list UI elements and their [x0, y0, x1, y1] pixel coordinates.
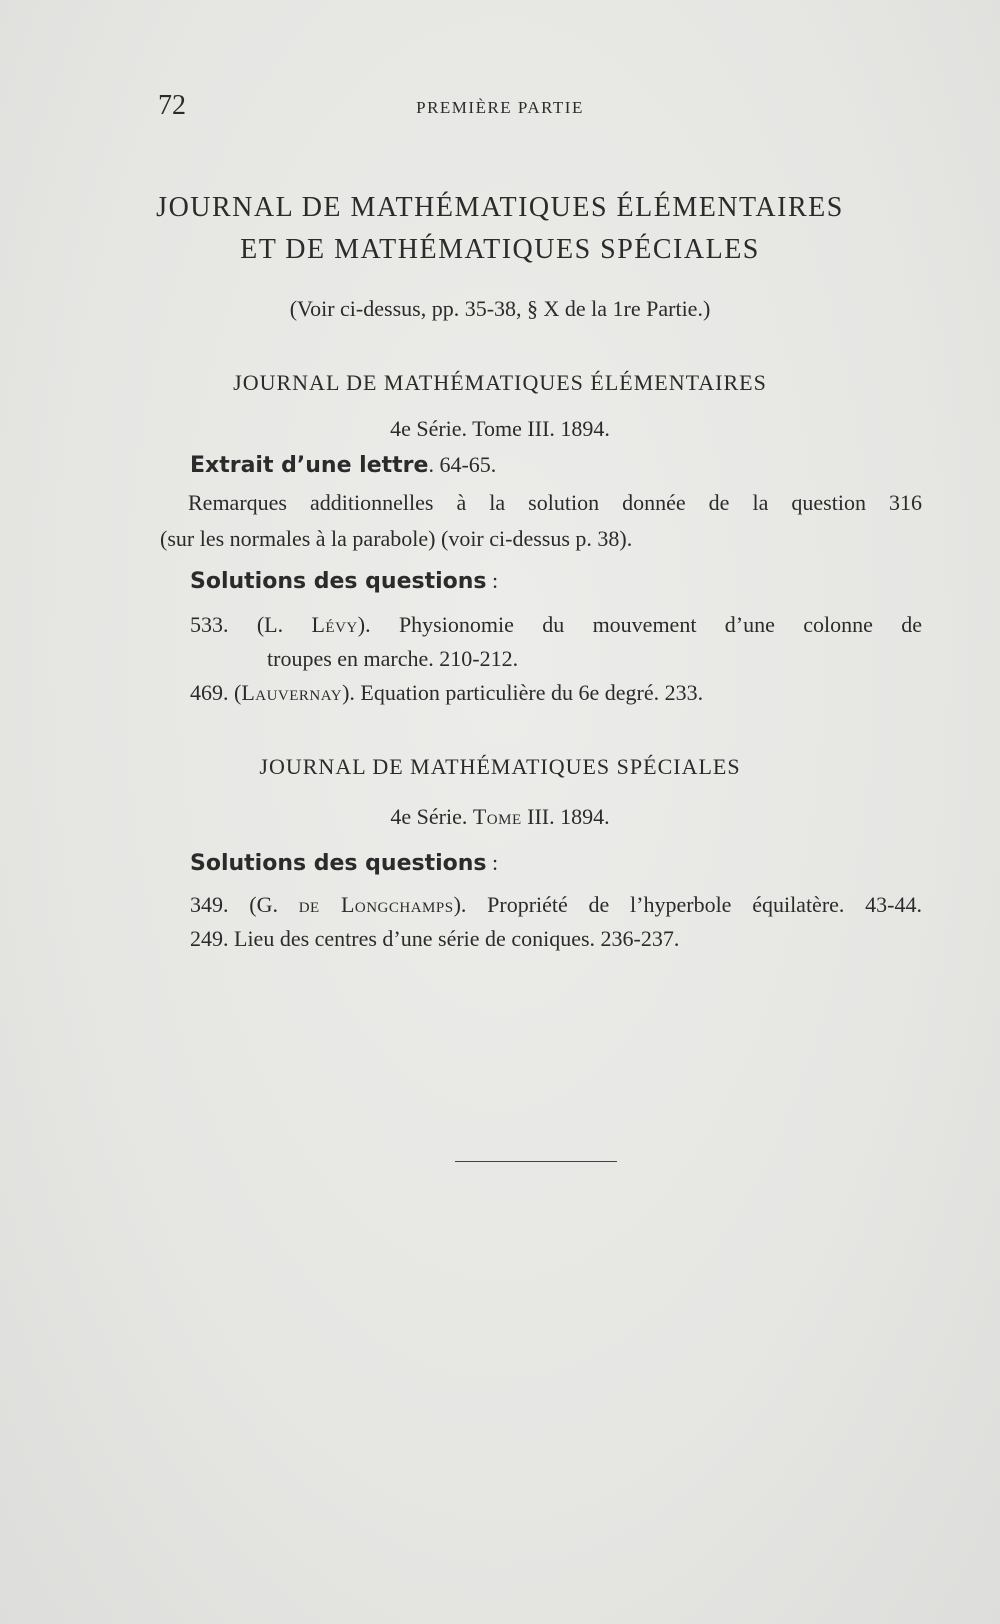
series-prefix: 4e Série. [390, 804, 473, 829]
entry-249: 249. Lieu des centres d’une série de coniques. 236-237. [190, 926, 680, 951]
entry-text: ). Physionomie du mouvement d’une colonne de [357, 612, 922, 637]
series-tome: Tome [472, 804, 522, 829]
remarques-line-1: Remarques additionnelles à la solution donnée de la question 316 [188, 490, 922, 515]
entry-text: ). Equation particulière du 6e degré. 233. [342, 680, 704, 705]
section-title-speciales: JOURNAL DE MATHÉMATIQUES SPÉCIALES [259, 754, 741, 779]
page-number: 72 [158, 90, 186, 121]
entry-number: 533. (L. [190, 612, 312, 637]
entry-author-de: de [298, 892, 320, 917]
entry-469 [190, 680, 703, 706]
entry-number: 349. (G. [190, 892, 299, 917]
extrait-label: Extrait d’une lettre [190, 453, 429, 478]
solutions-colon: : [486, 850, 499, 875]
series-suffix: III. 1894. [521, 804, 610, 829]
cross-reference: (Voir ci-dessus, pp. 35-38, § X de la 1re Partie.) [289, 296, 711, 321]
section-title-elementaires: JOURNAL DE MATHÉMATIQUES ÉLÉMENTAIRES [233, 370, 767, 395]
main-title-line-2: ET DE MATHÉMATIQUES SPÉCIALES [240, 234, 760, 265]
running-head: PREMIÈRE PARTIE [416, 98, 584, 117]
entry-533-line-2: troupes en marche. 210-212. [267, 646, 519, 671]
entry-author: Lévy [311, 612, 358, 637]
solutions-heading-speciales [190, 850, 498, 876]
entry-text: ). Propriété de l’hyperbole équilatère. 43-44. [453, 892, 922, 917]
solutions-label: Solutions des questions [190, 851, 487, 876]
solutions-colon: : [486, 568, 499, 593]
series-elementaires: 4e Série. Tome III. 1894. [390, 416, 610, 441]
remarques-line-2: (sur les normales à la parabole) (voir ci-dessus p. 38). [160, 526, 633, 551]
solutions-heading-elementaires [190, 568, 498, 594]
entry-349 [190, 892, 922, 918]
solutions-label: Solutions des questions [190, 569, 487, 594]
entry-533-line-1 [190, 612, 922, 638]
extrait-pages: . 64-65. [428, 452, 497, 477]
extrait-line [190, 452, 496, 478]
series-speciales [0, 804, 1000, 830]
closing-rule [455, 1161, 617, 1162]
entry-author: Lauvernay [241, 680, 343, 705]
entry-number: 469. ( [190, 680, 242, 705]
entry-author: Longchamps [319, 892, 454, 917]
main-title-line-1: JOURNAL DE MATHÉMATIQUES ÉLÉMENTAIRES [156, 192, 844, 223]
